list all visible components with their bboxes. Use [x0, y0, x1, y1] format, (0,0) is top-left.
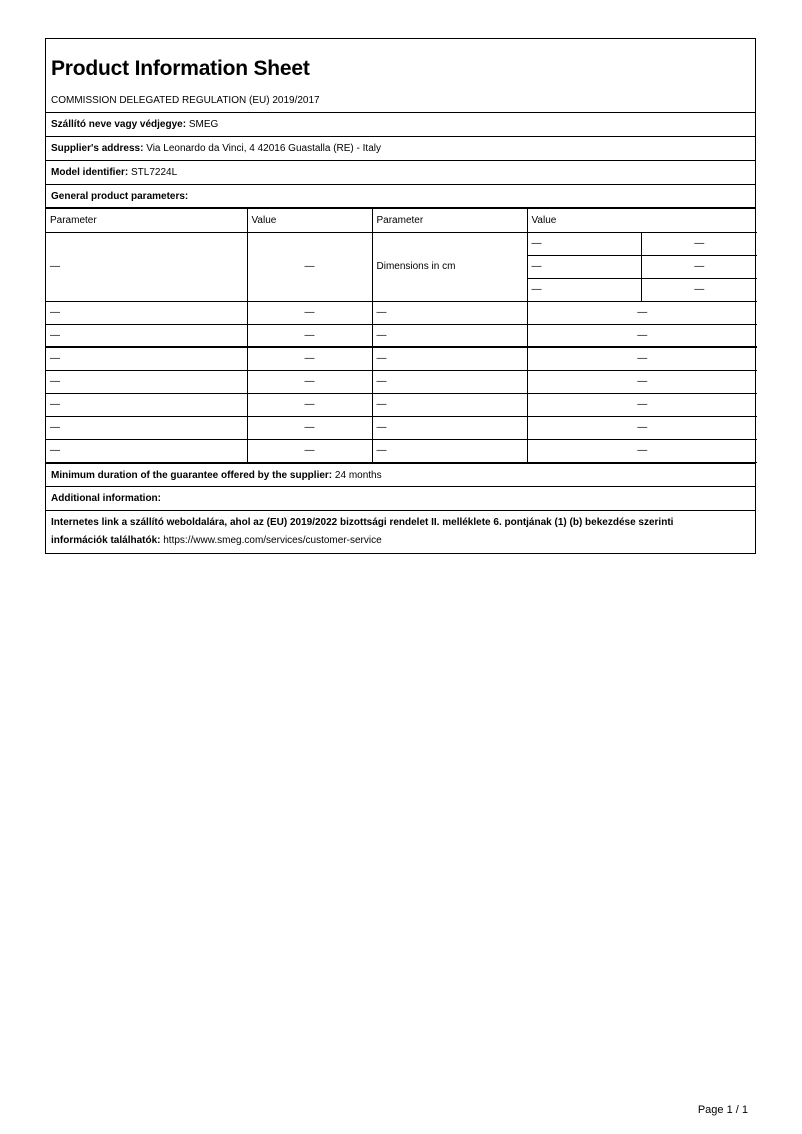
page-number: Page 1 / 1: [697, 1104, 748, 1116]
table-cell: —: [247, 301, 372, 324]
guarantee-value: 24 months: [334, 469, 382, 481]
table-cell: —: [46, 439, 247, 462]
table-row: [46, 232, 757, 255]
supplier-name-value: SMEG: [188, 119, 219, 130]
table-cell: —: [247, 232, 372, 301]
table-cell: —: [46, 347, 247, 370]
table-cell: —: [247, 393, 372, 416]
table-cell: —: [527, 393, 757, 416]
table-cell: —: [247, 416, 372, 439]
header-parameter-1: Parameter: [46, 209, 247, 232]
table-cell: —: [527, 255, 641, 278]
guarantee-label: Minimum duration of the guarantee offered by the supplier:: [51, 469, 333, 481]
table-cell: —: [247, 439, 372, 462]
table-cell: —: [46, 370, 247, 393]
page-title: Product Information Sheet: [51, 57, 310, 80]
table-row: [46, 439, 757, 462]
additional-info-row: [46, 487, 755, 511]
table-row: [46, 393, 757, 416]
header-value-1: Value: [247, 209, 372, 232]
regulation-row: [46, 89, 755, 113]
table-cell: —: [527, 232, 641, 255]
table-row: [46, 416, 757, 439]
table-cell: —: [247, 347, 372, 370]
table-row: [46, 370, 757, 393]
table-cell: —: [247, 324, 372, 347]
table-cell: —: [641, 232, 757, 255]
table-cell: —: [247, 370, 372, 393]
regulation-text: COMMISSION DELEGATED REGULATION (EU) 2019/2017: [51, 95, 320, 106]
supplier-name-label: Szállító neve vagy védjegye:: [51, 119, 187, 130]
product-information-sheet: [45, 38, 756, 554]
model-identifier-row: [46, 161, 755, 185]
link-label-line1: Internetes link a szállító weboldalára, ahol az (EU) 2019/2022 bizottsági rendelet II. melléklete 6. pontjának (1) (b) bekezdése szerinti: [51, 516, 674, 528]
table-cell: —: [527, 301, 757, 324]
table-row: [46, 301, 757, 324]
table-cell: —: [46, 393, 247, 416]
table-cell: —: [46, 324, 247, 347]
table-cell: —: [527, 370, 757, 393]
dimensions-label: Dimensions in cm: [372, 232, 527, 301]
header-value-2: Value: [527, 209, 757, 232]
link-label-line2: információk találhatók:: [51, 534, 161, 546]
table-cell: —: [527, 278, 641, 301]
table-cell: —: [46, 301, 247, 324]
table-cell: —: [372, 393, 527, 416]
table-cell: —: [372, 324, 527, 347]
table-cell: —: [527, 324, 757, 347]
table-cell: —: [372, 301, 527, 324]
table-cell: —: [372, 347, 527, 370]
table-cell: —: [372, 416, 527, 439]
table-row: [46, 324, 757, 347]
parameters-table: [46, 209, 757, 463]
model-identifier-value: STL7224L: [131, 167, 178, 178]
supplier-name-row: [46, 113, 755, 137]
table-cell: —: [527, 439, 757, 462]
supplier-address-value: Via Leonardo da Vinci, 4 42016 Guastalla (RE) - Italy: [146, 143, 381, 154]
table-cell: —: [372, 439, 527, 462]
supplier-address-label: Supplier's address:: [51, 143, 144, 154]
table-cell: —: [527, 416, 757, 439]
additional-info-label: Additional information:: [51, 492, 161, 504]
table-row: [46, 347, 757, 370]
header-parameter-2: Parameter: [372, 209, 527, 232]
link-row: [46, 511, 755, 553]
guarantee-row: [46, 463, 755, 487]
table-cell: —: [641, 255, 757, 278]
table-cell: —: [372, 370, 527, 393]
model-identifier-label: Model identifier:: [51, 167, 129, 178]
table-header-row: [46, 209, 757, 232]
customer-service-link[interactable]: https://www.smeg.com/services/customer-service: [163, 534, 382, 546]
title-row: [46, 39, 755, 89]
table-cell: —: [46, 416, 247, 439]
general-params-row: [46, 185, 755, 209]
table-cell: —: [527, 347, 757, 370]
supplier-address-row: [46, 137, 755, 161]
general-params-label: General product parameters:: [51, 191, 189, 202]
table-cell: —: [46, 232, 247, 301]
table-cell: —: [641, 278, 757, 301]
